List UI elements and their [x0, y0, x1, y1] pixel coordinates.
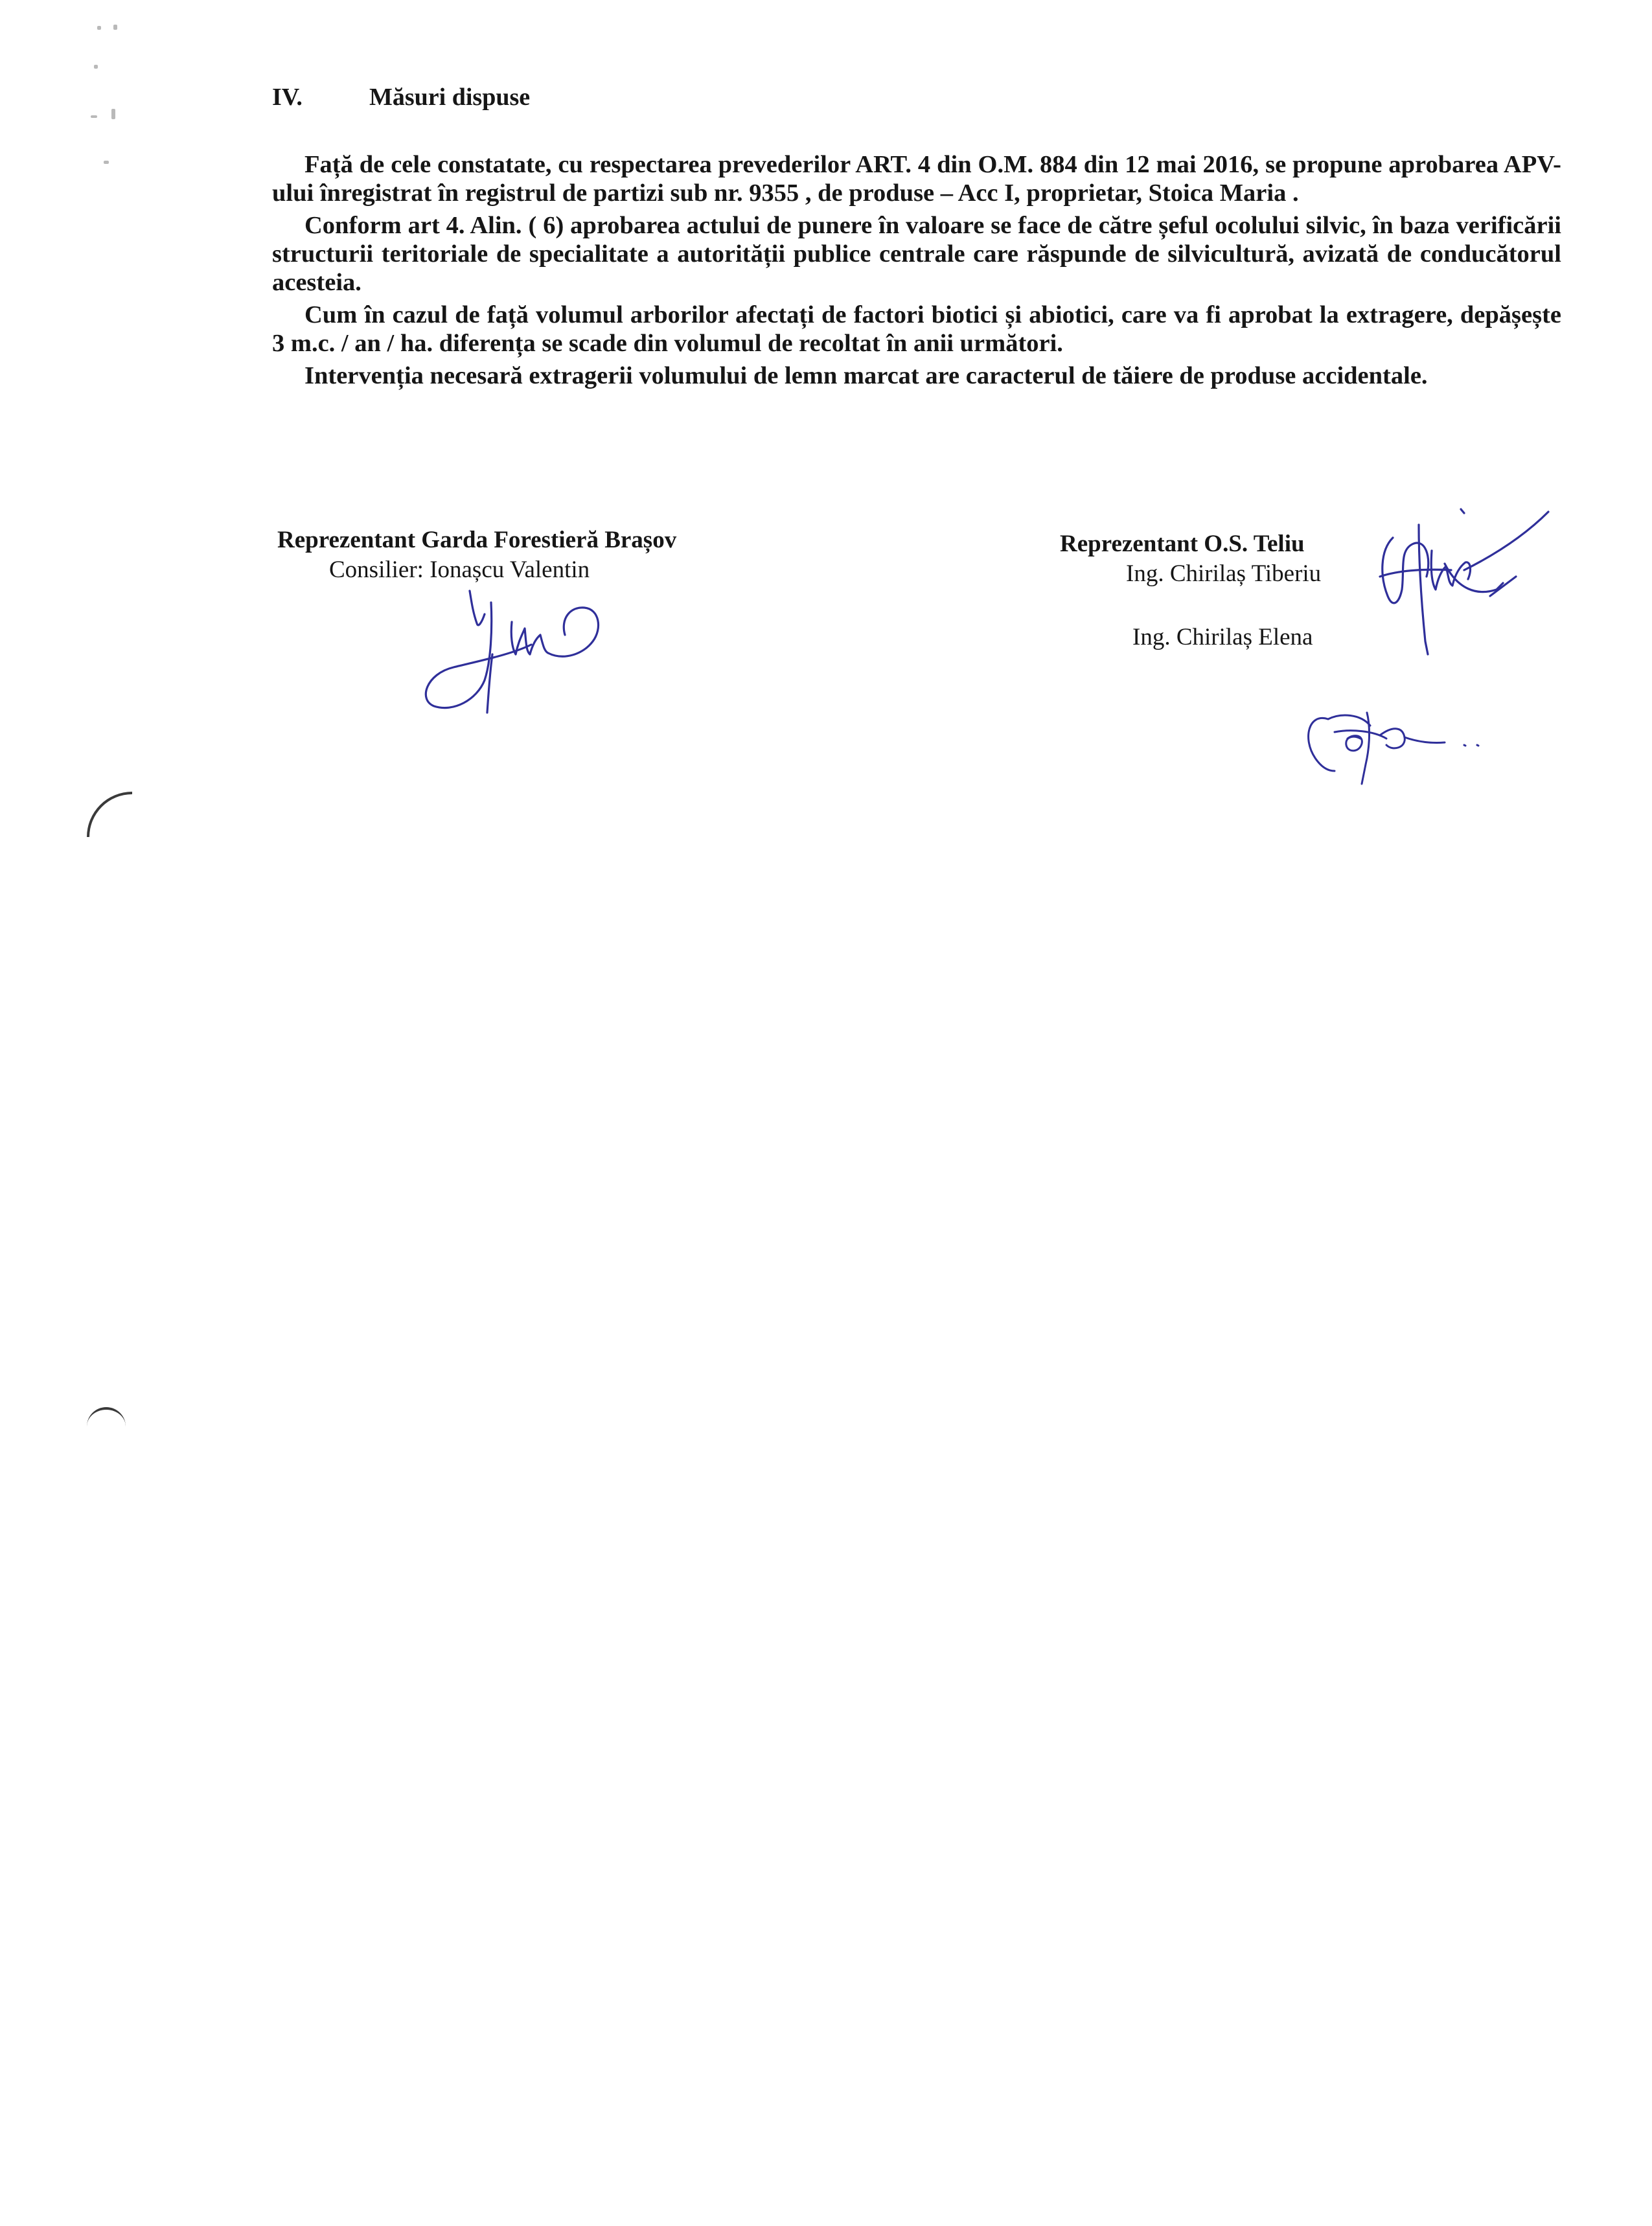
signature-right-2-icon: [1289, 674, 1503, 803]
left-signatory-name: Consilier: Ionașcu Valentin: [329, 556, 590, 583]
paragraph: Față de cele constatate, cu respectarea prevederilor ART. 4 din O.M. 884 din 12 mai 2016, se propune aprobarea APV-ului înregistrat în registrul de partizi sub nr. 9355 , de produse – Acc I, proprietar, Stoica Maria .: [272, 151, 1561, 207]
signature-right-1-icon: [1354, 499, 1568, 667]
punch-hole-mark: [87, 1407, 126, 1433]
punch-hole-mark: [87, 792, 132, 837]
right-signatory-title: Reprezentant O.S. Teliu: [1060, 531, 1305, 557]
right-signatory-name-1: Ing. Chirilaș Tiberiu: [1126, 560, 1322, 587]
paragraph: Cum în cazul de față volumul arborilor afectați de factori biotici și abiotici, care va fi aprobat la extragere, depășește 3 m.c. / an / ha. diferența se scade din volumul de recoltat în anii următori.: [272, 301, 1561, 357]
right-signatory-name-2: Ing. Chirilaș Elena: [1132, 624, 1313, 650]
section-heading: [272, 83, 530, 111]
body-text: [272, 150, 1561, 390]
left-signatory-title: Reprezentant Garda Forestieră Brașov: [277, 527, 677, 553]
paragraph: Intervenția necesară extragerii volumului de lemn marcat are caracterul de tăiere de produse accidentale.: [304, 362, 1428, 389]
section-number: IV.: [272, 84, 303, 111]
scan-artifact: [104, 161, 109, 164]
signature-left-icon: [415, 583, 615, 732]
scan-artifact: [111, 109, 115, 119]
paragraph: Conform art 4. Alin. ( 6) aprobarea actului de punere în valoare se face de către șeful ocolului silvic, în baza verificării structurii teritoriale de specialitate a autorității publice centrale care răspunde de silvicultură, avizată de conducătorul acesteia.: [272, 212, 1561, 296]
scan-artifact: [97, 26, 101, 30]
section-title: Măsuri dispuse: [369, 84, 531, 111]
scan-artifact: [94, 65, 98, 69]
scan-artifact: [91, 115, 97, 118]
scan-artifact: [113, 25, 117, 30]
